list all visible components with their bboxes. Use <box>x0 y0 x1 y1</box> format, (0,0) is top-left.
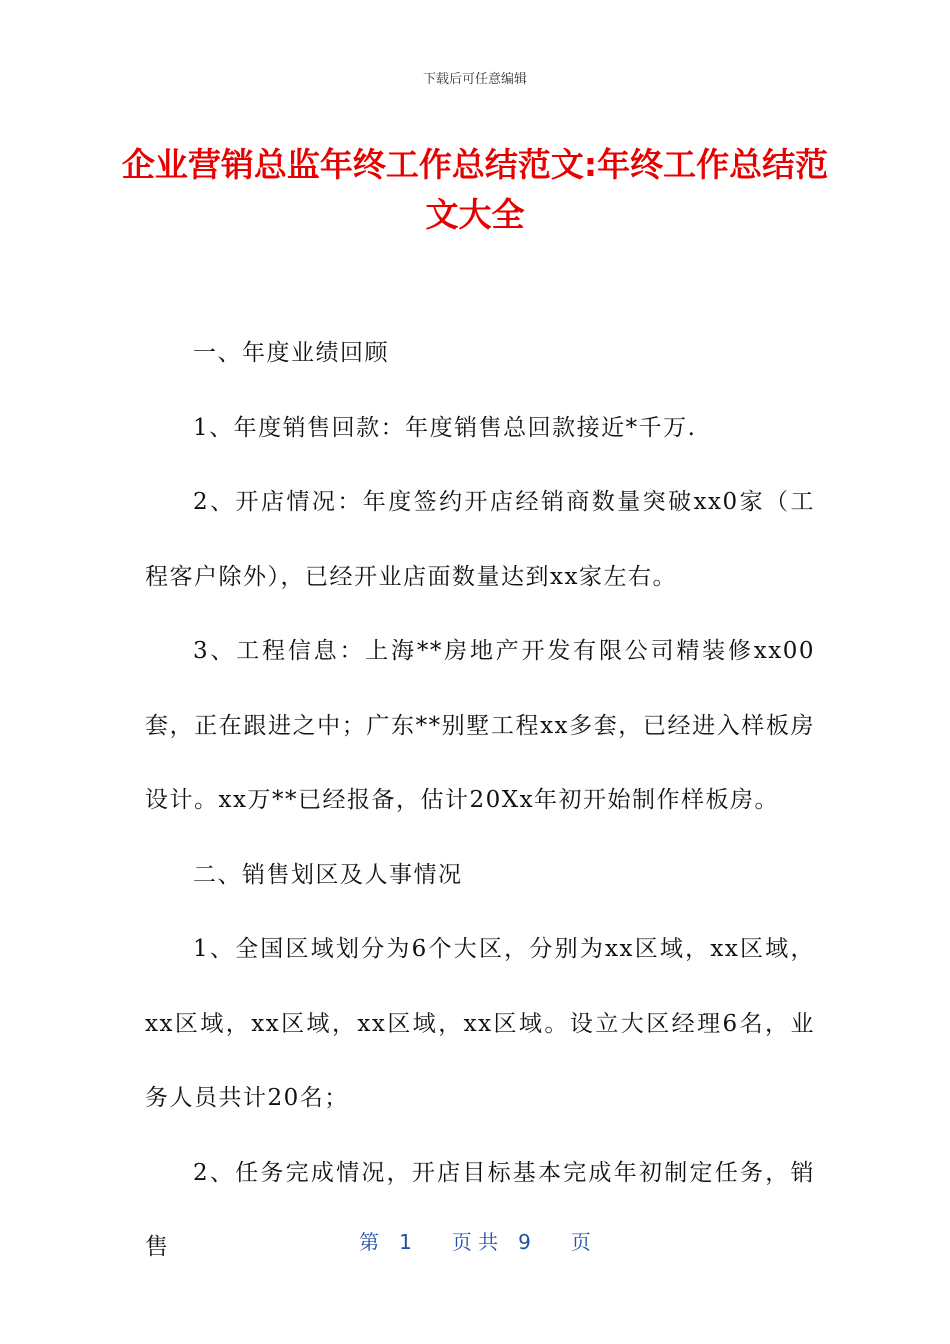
page-title: 企业营销总监年终工作总结范文:年终工作总结范文大全 <box>121 145 829 234</box>
page-number-footer: 第 1 页 共 9 页 <box>359 1230 591 1254</box>
paragraph-sales-collection: 1、年度销售回款：年度销售总回款接近*千万. <box>193 414 697 441</box>
paragraph-project-info: 3、工程信息：上海**房地产开发有限公司精装修xx00套，正在跟进之中；广东**别墅工程xx多套，已经进入样板房设计。xx万**已经报备，估计20Xx年初开始制作样板房。 <box>145 638 815 813</box>
header-note: 下载后可任意编辑 <box>422 72 527 87</box>
section-heading-2: 二、销售划区及人事情况 <box>193 861 463 888</box>
paragraph-store-openings: 2、开店情况：年度签约开店经销商数量突破xx0家（工程客户除外），已经开业店面数量达到xx家左右。 <box>145 489 815 590</box>
paragraph-regions: 1、全国区域划分为6个大区，分别为xx区域，xx区域，xx区域，xx区域，xx区域，xx区域。设立大区经理6名，业务人员共计20名； <box>145 936 815 1111</box>
document-body <box>145 316 815 1285</box>
section-heading-1: 一、年度业绩回顾 <box>193 340 389 366</box>
paragraph-task-completion: 2、任务完成情况，开店目标基本完成年初制定任务，销售 <box>145 1159 815 1260</box>
